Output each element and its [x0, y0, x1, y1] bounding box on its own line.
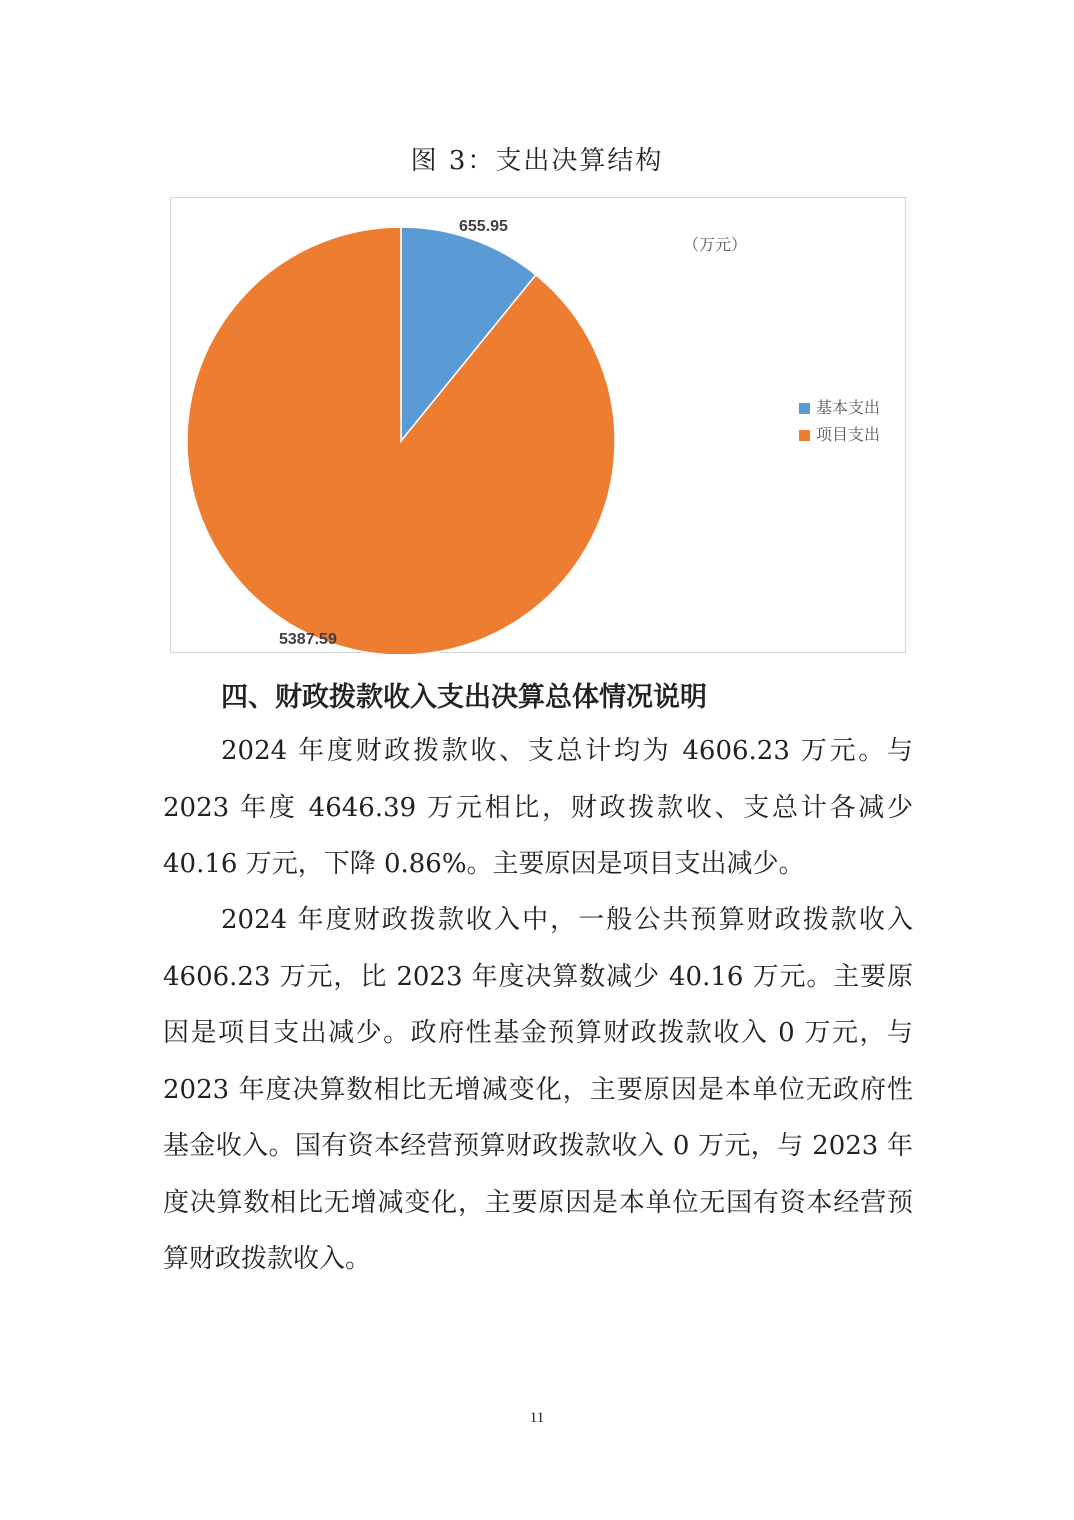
legend-label-basic: 基本支出 — [816, 398, 881, 417]
legend-label-project: 项目支出 — [816, 425, 881, 444]
legend-swatch-basic — [799, 403, 810, 414]
paragraph-2: 2024 年度财政拨款收入中，一般公共预算财政拨款收入 4606.23 万元，比 2023 年度决算数减少 40.16 万元。主要原因是项目支出减少。政府性基金预算财政拨款收入 0 万元，与 2023 年度决算数相比无增减变化，主要原因是本单位无政府性基金收入。国有资本经营预算财政拨款收入 0 万元，与 2023 年度决算数相比无增减变化，主要原因是本单位无国有资本经营预算财政拨款收入。 — [163, 905, 913, 1274]
unit-label: （万元） — [683, 235, 748, 254]
paragraph-1: 2024 年度财政拨款收、支总计均为 4606.23 万元。与 2023 年度 4646.39 万元相比，财政拨款收、支总计各减少 40.16 万元，下降 0.86%。主要原因是项目支出减少。 — [163, 736, 913, 879]
page-number: 11 — [529, 1410, 545, 1426]
data-label-project: 5387.59 — [279, 631, 337, 648]
figure-caption: 图 3：支出决算结构 — [410, 146, 664, 176]
legend-swatch-project — [799, 430, 810, 441]
pie-chart-frame — [170, 197, 906, 653]
pie-chart — [171, 198, 907, 654]
section-heading: 四、财政拨款收入支出决算总体情况说明 — [221, 682, 707, 713]
data-label-basic: 655.95 — [459, 218, 508, 235]
pie-slice-project — [187, 227, 615, 654]
